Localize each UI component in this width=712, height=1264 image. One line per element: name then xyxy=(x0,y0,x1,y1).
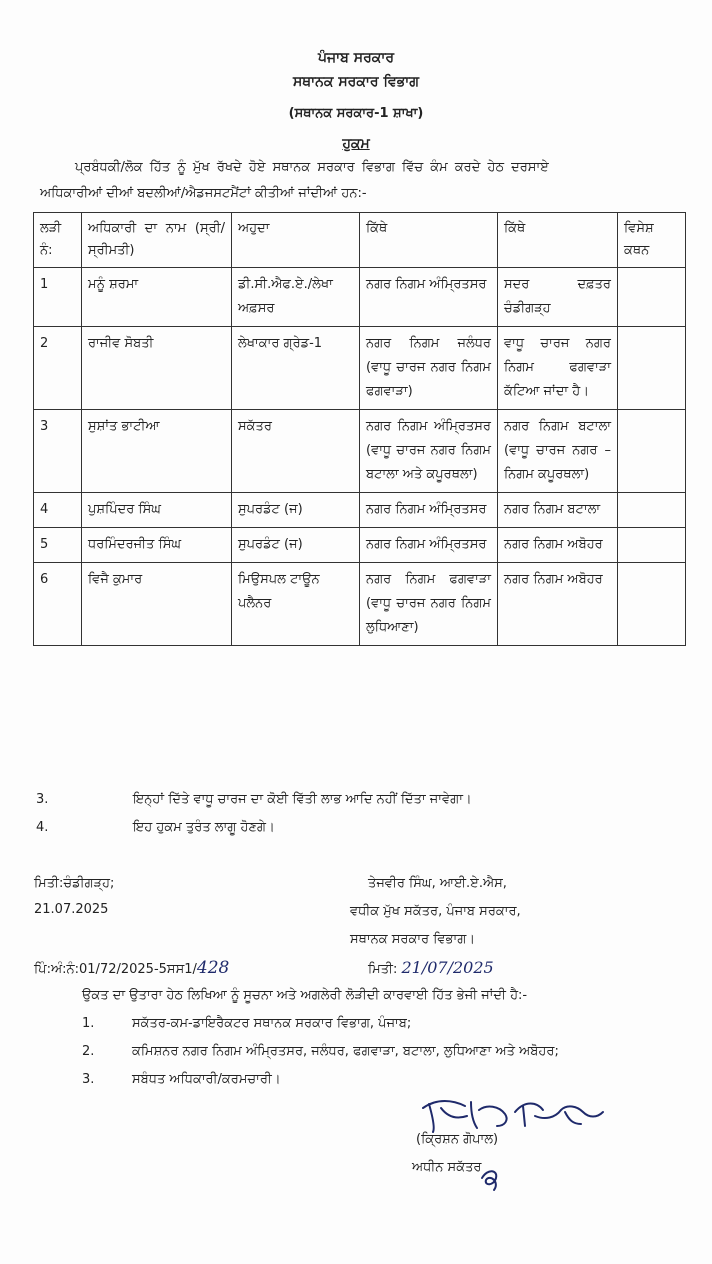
cell-sr: 2 xyxy=(34,327,82,410)
cell-remark xyxy=(618,410,686,493)
under-secretary-designation: ਅਧੀਨ ਸਕੱਤਰ xyxy=(412,1160,482,1175)
cell-remark xyxy=(618,327,686,410)
govt-heading: ਪੰਜਾਬ ਸਰਕਾਰ xyxy=(317,50,395,66)
table-header-row xyxy=(34,213,686,268)
signatory-department: ਸਥਾਨਕ ਸਰਕਾਰ ਵਿਭਾਗ। xyxy=(350,932,476,947)
cell-to: ਨਗਰ ਨਿਗਮ ਬਟਾਲਾ (ਵਾਧੂ ਚਾਰਜ ਨਗਰ – ਨਿਗਮ ਕਪੂਰਥਲਾ) xyxy=(498,410,618,493)
cell-remark xyxy=(618,493,686,528)
cell-remark xyxy=(618,528,686,563)
table-row xyxy=(34,327,686,410)
cell-sr: 5 xyxy=(34,528,82,563)
header-from: ਕਿੱਥੇ xyxy=(360,213,498,268)
endorsement-date-label: ਮਿਤੀ: xyxy=(368,962,398,977)
handwritten-ref: 428 xyxy=(196,958,230,978)
recipient-1-text: ਸਕੱਤਰ-ਕਮ-ਡਾਇਰੈਕਟਰ ਸਥਾਨਕ ਸਰਕਾਰ ਵਿਭਾਗ, ਪੰਜਾਬ; xyxy=(132,1016,412,1031)
cell-sr: 6 xyxy=(34,563,82,646)
recipient-3-text: ਸਬੰਧਤ ਅਧਿਕਾਰੀ/ਕਰਮਚਾਰੀ। xyxy=(132,1072,281,1087)
cell-from: ਨਗਰ ਨਿਗਮ ਅੰਮ੍ਰਿਤਸਰ xyxy=(360,493,498,528)
header-post: ਅਹੁਦਾ xyxy=(232,213,360,268)
cell-to: ਨਗਰ ਨਿਗਮ ਬਟਾਲਾ xyxy=(498,493,618,528)
handwritten-date: 21/07/2025 xyxy=(401,958,494,977)
signatory-designation: ਵਧੀਕ ਮੁੱਖ ਸਕੱਤਰ, ਪੰਜਾਬ ਸਰਕਾਰ, xyxy=(350,904,521,919)
header-name: ਅਧਿਕਾਰੀ ਦਾ ਨਾਮ (ਸ੍ਰੀ/ਸ੍ਰੀਮਤੀ) xyxy=(82,213,232,268)
order-date: 21.07.2025 xyxy=(34,902,109,917)
endorsement-ref xyxy=(34,958,229,978)
order-heading: ਹੁਕਮ xyxy=(342,136,370,152)
under-secretary-name: (ਕ੍ਰਿਸ਼ਨ ਗੋਪਾਲ) xyxy=(416,1132,499,1147)
cell-name: ਰਾਜੀਵ ਸੋਬਤੀ xyxy=(82,327,232,410)
note-3-number: 3. xyxy=(36,792,49,807)
cell-remark xyxy=(618,563,686,646)
recipient-2-text: ਕਮਿਸ਼ਨਰ ਨਗਰ ਨਿਗਮ ਅੰਮ੍ਰਿਤਸਰ, ਜਲੰਧਰ, ਫਗਵਾੜਾ, ਬਟਾਲਾ, ਲੁਧਿਆਣਾ ਅਤੇ ਅਬੋਹਰ; xyxy=(132,1044,559,1059)
cell-to: ਨਗਰ ਨਿਗਮ ਅਬੋਹਰ xyxy=(498,563,618,646)
recipient-3-number: 3. xyxy=(82,1072,95,1087)
signatory-name: ਤੇਜਵੀਰ ਸਿੰਘ, ਆਈ.ਏ.ਐਸ, xyxy=(368,876,507,891)
table-row xyxy=(34,528,686,563)
branch-heading: (ਸਥਾਨਕ ਸਰਕਾਰ-1 ਸ਼ਾਖਾ) xyxy=(288,106,424,121)
table-row xyxy=(34,268,686,327)
initials-mark xyxy=(476,1164,506,1194)
header-remark: ਵਿਸੇਸ਼ ਕਥਨ xyxy=(618,213,686,268)
recipient-2-number: 2. xyxy=(82,1044,95,1059)
intro-line-1: ਪ੍ਰਬੰਧਕੀ/ਲੋਕ ਹਿੱਤ ਨੂੰ ਮੁੱਖ ਰੱਖਦੇ ਹੋਏ ਸਥਾਨਕ ਸਰਕਾਰ ਵਿਭਾਗ ਵਿੱਚ ਕੰਮ ਕਰਦੇ ਹੇਠ ਦਰਸਾਏ xyxy=(75,160,549,175)
cell-post: ਮਿਉਸਪਲ ਟਾਊਨ ਪਲੈਨਰ xyxy=(232,563,360,646)
cell-from: ਨਗਰ ਨਿਗਮ ਅੰਮ੍ਰਿਤਸਰ (ਵਾਧੂ ਚਾਰਜ ਨਗਰ ਨਿਗਮ ਬਟਾਲਾ ਅਤੇ ਕਪੂਰਥਲਾ) xyxy=(360,410,498,493)
cell-from: ਨਗਰ ਨਿਗਮ ਅੰਮ੍ਰਿਤਸਰ xyxy=(360,528,498,563)
cell-to: ਨਗਰ ਨਿਗਮ ਅਬੋਹਰ xyxy=(498,528,618,563)
note-4-text: ਇਹ ਹੁਕਮ ਤੁਰੰਤ ਲਾਗੂ ਹੋਣਗੇ। xyxy=(133,820,275,835)
intro-line-2: ਅਧਿਕਾਰੀਆਂ ਦੀਆਂ ਬਦਲੀਆਂ/ਐਡਜਸਟਮੈਂਟਾਂ ਕੀਤੀਆਂ ਜਾਂਦੀਆਂ ਹਨ:- xyxy=(40,186,367,201)
note-3-text: ਇਨ੍ਹਾਂ ਦਿੱਤੇ ਵਾਧੂ ਚਾਰਜ ਦਾ ਕੋਈ ਵਿੱਤੀ ਲਾਭ ਆਦਿ ਨਹੀਂ ਦਿੱਤਾ ਜਾਵੇਗਾ। xyxy=(133,792,472,807)
cell-post: ਸੁਪਰਡੰਟ (ਜ) xyxy=(232,528,360,563)
note-4-number: 4. xyxy=(36,820,49,835)
cell-name: ਸੁਸ਼ਾਂਤ ਭਾਟੀਆ xyxy=(82,410,232,493)
cell-post: ਡੀ.ਸੀ.ਐਫ.ਏ./ਲੇਖਾ ਅਫ਼ਸਰ xyxy=(232,268,360,327)
handwritten-signature xyxy=(415,1090,610,1138)
endorsement-date xyxy=(368,958,494,977)
cell-from: ਨਗਰ ਨਿਗਮ ਫਗਵਾੜਾ (ਵਾਧੂ ਚਾਰਜ ਨਗਰ ਨਿਗਮ ਲੁਧਿਆਣਾ) xyxy=(360,563,498,646)
endorsement-ref-number: ਪਿੰ:ਅੰ:ਨੰ:01/72/2025-5ਸਸ1/ xyxy=(34,962,197,977)
cell-name: ਮਨੂੰ ਸ਼ਰਮਾ xyxy=(82,268,232,327)
header-to: ਕਿੱਥੇ xyxy=(498,213,618,268)
table-row xyxy=(34,563,686,646)
cell-to: ਸਦਰ ਦਫ਼ਤਰ ਚੰਡੀਗੜ੍ਹ xyxy=(498,268,618,327)
cell-sr: 1 xyxy=(34,268,82,327)
cell-post: ਸਕੱਤਰ xyxy=(232,410,360,493)
cell-post: ਲੇਖਾਕਾਰ ਗ੍ਰੇਡ-1 xyxy=(232,327,360,410)
cell-from: ਨਗਰ ਨਿਗਮ ਅੰਮ੍ਰਿਤਸਰ xyxy=(360,268,498,327)
cell-to: ਵਾਧੂ ਚਾਰਜ ਨਗਰ ਨਿਗਮ ਫਗਵਾੜਾ ਕੱਟਿਆ ਜਾਂਦਾ ਹੈ। xyxy=(498,327,618,410)
place: ਮਿਤੀ:ਚੰਡੀਗੜ੍ਹ; xyxy=(34,876,115,891)
transfer-table xyxy=(33,212,686,646)
cell-post: ਸੁਪਰਡੰਟ (ਜ) xyxy=(232,493,360,528)
recipient-1-number: 1. xyxy=(82,1016,95,1031)
cell-name: ਧਰਮਿੰਦਰਜੀਤ ਸਿੰਘ xyxy=(82,528,232,563)
cell-remark xyxy=(618,268,686,327)
cell-name: ਵਿਜੈ ਕੁਮਾਰ xyxy=(82,563,232,646)
table-row xyxy=(34,493,686,528)
cell-sr: 4 xyxy=(34,493,82,528)
table-row xyxy=(34,410,686,493)
cell-from: ਨਗਰ ਨਿਗਮ ਜਲੰਧਰ (ਵਾਧੂ ਚਾਰਜ ਨਗਰ ਨਿਗਮ ਫਗਵਾੜਾ) xyxy=(360,327,498,410)
cell-name: ਪੁਸ਼ਪਿੰਦਰ ਸਿੰਘ xyxy=(82,493,232,528)
cell-sr: 3 xyxy=(34,410,82,493)
copy-text: ਉਕਤ ਦਾ ਉਤਾਰਾ ਹੇਠ ਲਿਖਿਆ ਨੂੰ ਸੂਚਨਾ ਅਤੇ ਅਗਲੇਰੀ ਲੋੜੀਦੀ ਕਾਰਵਾਈ ਹਿੱਤ ਭੇਜੀ ਜਾਂਦੀ ਹੈ:- xyxy=(82,988,528,1003)
department-heading: ਸਥਾਨਕ ਸਰਕਾਰ ਵਿਭਾਗ xyxy=(292,74,420,90)
header-sr: ਲੜੀ ਨੰ: xyxy=(34,213,82,268)
